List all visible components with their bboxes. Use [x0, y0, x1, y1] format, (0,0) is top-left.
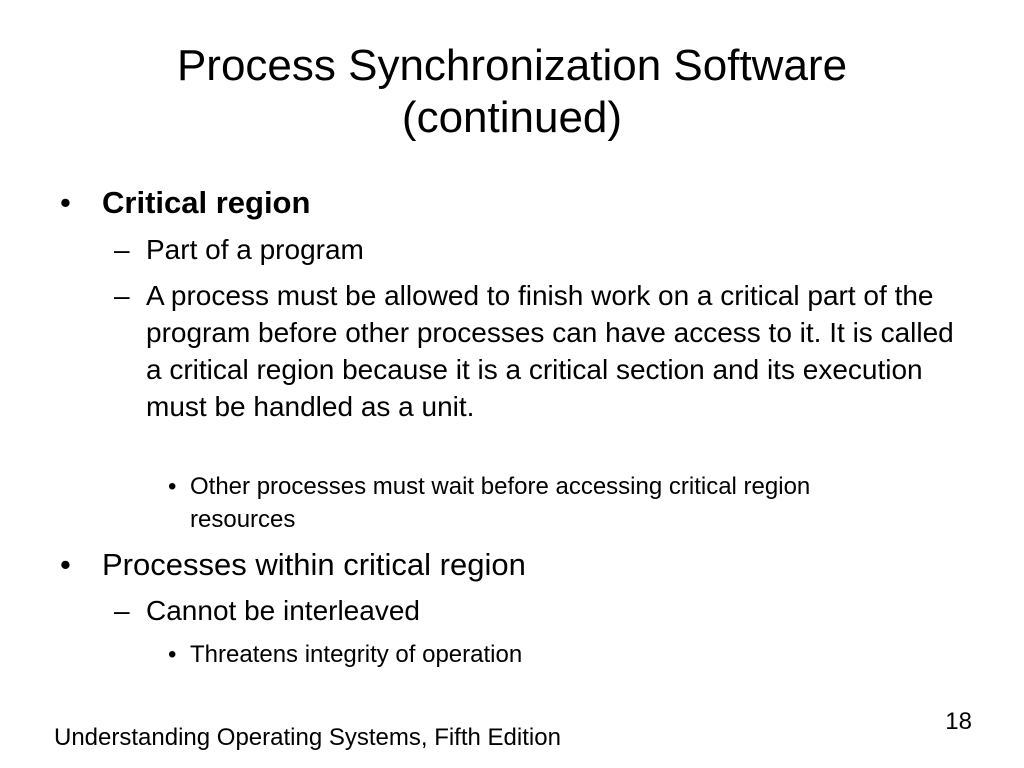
dash-marker: –	[114, 280, 130, 311]
dash-marker: –	[114, 595, 130, 626]
slide-footer: Understanding Operating Systems, Fifth Edition	[54, 724, 561, 751]
page-number: 18	[945, 708, 972, 735]
bullet-text: Processes within critical region	[102, 547, 526, 582]
sub-bullet-text: A process must be allowed to finish work on a critical part of the program before other processes can have access to it. It is called a critical region because it is a critical section and its execution must be handled as a unit.	[146, 280, 954, 422]
dash-marker: –	[114, 234, 130, 265]
bullet-marker: •	[60, 185, 71, 220]
sub-sub-bullet-text: Threatens integrity of operation	[190, 641, 523, 668]
bullet-marker: •	[168, 473, 177, 500]
slide-title	[40, 40, 984, 144]
sub-bullet-text: Cannot be interleaved	[146, 595, 420, 626]
sub-sub-bullet-text: Other processes must wait before accessing critical region resources	[190, 473, 811, 533]
bullet-marker: •	[60, 547, 71, 582]
title-line-2: (continued)	[401, 93, 623, 142]
sub-bullet-text: Part of a program	[146, 234, 364, 265]
bullet-marker: •	[168, 641, 177, 668]
bullet-text: Critical region	[102, 185, 311, 220]
title-line-1: Process Synchronization Software	[176, 41, 848, 90]
